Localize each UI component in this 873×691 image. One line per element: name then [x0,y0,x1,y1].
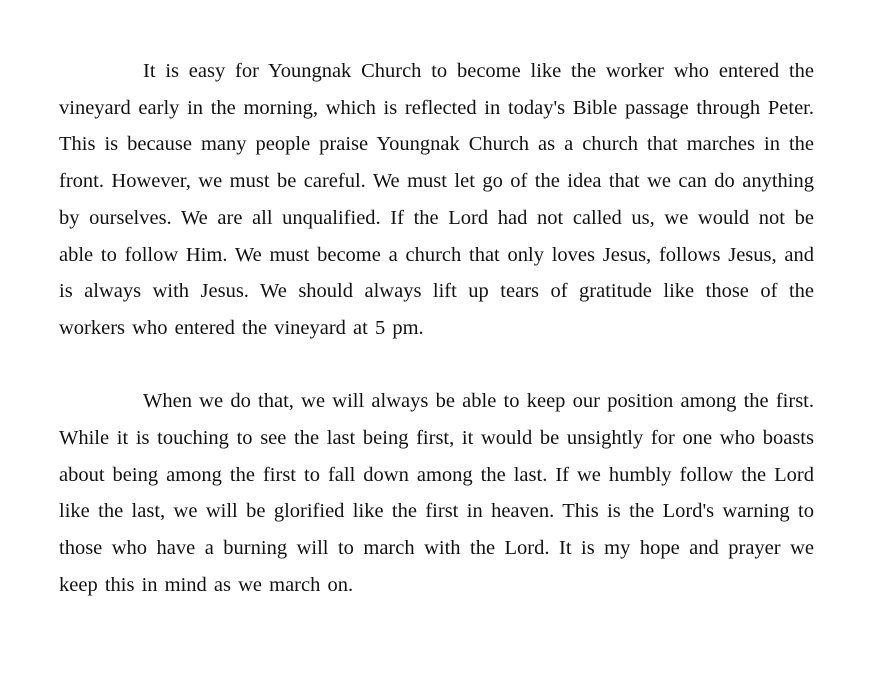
document-page [59,53,814,604]
paragraph-1: It is easy for Youngnak Church to become like the worker who entered the vineyard early in the morning, which is reflected in today's Bible passage through Peter. This is because many people praise Youngnak Church as a church that marches in the front. However, we must be careful. We must let go of the idea that we can do anything by ourselves. We are all unqualified. If the Lord had not called us, we would not be able to follow Him. We must become a church that only loves Jesus, follows Jesus, and is always with Jesus. We should always lift up tears of gratitude like those of the workers who entered the vineyard at 5 pm. [59,60,814,339]
paragraph-2: When we do that, we will always be able to keep our position among the first. While it is touching to see the last being first, it would be unsightly for one who boasts about being among the first to fall down among the last. If we humbly follow the Lord like the last, we will be glorified like the first in heaven. This is the Lord's warning to those who have a burning will to march with the Lord. It is my hope and prayer we keep this in mind as we march on. [59,390,814,596]
